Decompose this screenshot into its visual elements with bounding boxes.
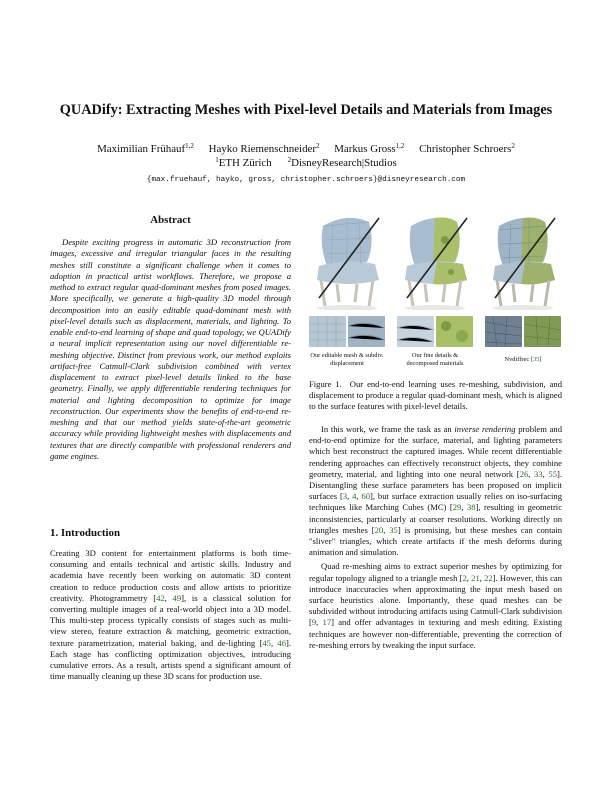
author-name: Hayko Riemenschneider: [208, 143, 316, 155]
citation-link[interactable]: 29: [452, 502, 462, 513]
caption-text: Our end-to-end learning uses re-meshing, subdivision, and displacement to produce a regular quad-dominant mesh, which is aligned to the surface features with pixel-level details.: [309, 379, 563, 412]
detail-crop: [397, 316, 434, 347]
figure-label: Our editable mesh & subdiv. displacement: [310, 352, 384, 367]
figure-1: [309, 210, 561, 372]
citation-link[interactable]: 38: [466, 502, 476, 513]
author-affiliation-mark: 2: [511, 142, 515, 150]
paper-title: QUADify: Extracting Meshes with Pixel-level Details and Materials from Images: [59, 102, 553, 118]
chair-render-nvdiffrec: [485, 210, 561, 310]
chair-render-mesh: [309, 210, 385, 310]
citation-link[interactable]: 49: [172, 592, 182, 603]
citation-link[interactable]: 2: [462, 572, 467, 583]
figure-label: Nvdiffrec [35]: [504, 356, 542, 363]
section-heading-introduction: 1. Introduction: [50, 527, 120, 539]
figure-label: Our fine details & decomposed materials: [406, 352, 464, 367]
citation-link[interactable]: 17: [322, 617, 332, 628]
chair-render-details: [397, 210, 473, 310]
abstract-text: Despite exciting progress in automatic 3D reconstruction from images, excessive and irregular triangular faces in the resulting meshes still constitute a significant challenge when it comes to adoption in practical artist workflows. Therefore, we propose a method to extract regular quad-dominant meshes from posed images. More specifically, we generate a high-quality 3D model through decomposition into an easily editable quad-dominant mesh with pixel-level details such as displacement, materials, and lighting. To enable end-to-end learning of shape and quad topology, we QUADify a neural implicit representation using our novel differentiable re-meshing objective. Distinct from previous work, our method exploits artifact-free Catmull-Clark subdivision combined with vertex displacement to extract pixel-level details linked to the base geometry. Finally, we apply differentiable rendering techniques for material and lighting decomposition to optimize for image reconstruction. Our experiments show the benefits of end-to-end re-meshing and that our method yields state-of-the-art geometric accuracy while providing lightweight meshes with displacements and textures that are directly compatible with professional renderers and game engines.: [50, 237, 291, 461]
detail-crop: [524, 316, 561, 347]
citation-link[interactable]: 4: [352, 491, 357, 502]
citation-link[interactable]: 22: [484, 572, 493, 583]
citation-link[interactable]: 35: [532, 356, 540, 363]
author-name: Christopher Schroers: [419, 143, 512, 155]
detail-crop: [348, 316, 385, 347]
detail-crop: [309, 316, 346, 347]
citation-link[interactable]: 60: [361, 491, 371, 502]
affiliations: [0, 157, 612, 169]
introduction-body: [50, 548, 291, 682]
citation-link[interactable]: 26: [519, 468, 529, 479]
paragraph: Quad re-meshing aims to extract superior meshes by optimizing for regular topology aligned to a triangle mesh [2, 21, 22]. However, this can introduce inaccuracies when approximating the input mesh based on surface heuristics alone. Importantly, these quad meshes can be subdivided without introducing artifacts using Catmull-Clark subdivision [9, 17] and offer advantages in texturing and mesh editing. Existing techniques are however non-differentiable, preventing the correction of re-meshing errors by tweaking the input surface.: [309, 561, 563, 650]
affiliation-name: DisneyResearch|Studios: [291, 157, 397, 169]
author-emails[interactable]: {max.fruehauf, hayko, gross, christopher.schroers}@disneyresearch.com: [146, 176, 466, 184]
citation-link[interactable]: 9: [311, 617, 317, 628]
paragraph: Creating 3D content for entertainment platforms is both time-consuming and entails technical and artistic skills. Industry and academia have recently been working on automatic 3D content creation to reduce production costs and allow artists to prioritize creativity. Photogrammetry [42, 49], is a classical solution for converting multiple images of a real-world object into a 3D model. This multi-step process typically consists of stages such as multi-view stereo, feature extraction & matching, geometric extraction, texture parametrization, material baking, and de-lighting [45, 46]. Each stage has conflicting optimization objectives, introducing cumulative errors. As a result, artists spend a significant amount of time manually cleaning up these 3D scans for production use.: [50, 548, 292, 682]
affiliation-mark: 2: [287, 156, 292, 164]
citation-link[interactable]: 21: [471, 572, 480, 583]
citation-link[interactable]: 55: [548, 468, 557, 479]
abstract-heading: Abstract: [150, 214, 191, 226]
author-name: Maximilian Frühauf: [97, 143, 186, 155]
affiliation-name: ETH Zürich: [218, 157, 272, 169]
figure-caption: [309, 379, 562, 413]
author-list: [0, 143, 612, 155]
author-affiliation-mark: 2: [315, 142, 320, 150]
citation-link[interactable]: 20: [374, 524, 384, 535]
caption-prefix: Figure 1.: [309, 379, 342, 389]
citation-link[interactable]: 42: [156, 592, 165, 603]
citation-link[interactable]: 46: [277, 637, 286, 648]
abstract-body: [50, 237, 291, 462]
detail-crop: [436, 316, 473, 347]
author-name: Markus Gross: [334, 143, 396, 155]
citation-link[interactable]: 35: [389, 524, 398, 535]
author-affiliation-mark: 1,2: [185, 142, 194, 150]
citation-link[interactable]: 45: [262, 637, 271, 648]
detail-crop: [485, 316, 522, 347]
paragraph: In this work, we frame the task as an inverse rendering problem and end-to-end optimize for the surface, material, and lighting parameters which best reconstruct the captured images. While recent differentiable rendering approaches can effectively reconstruct objects, they combine geometry, material, and lighting into one neural network [26, 33, 55]. Disentangling these surface parameters has been proposed on implicit surfaces [3, 4, 60], but surface extraction usually relies on iso-surfacing techniques like Marching Cubes (MC) [29, 38], resulting in geometric inconsistencies, particularly at coarser resolutions. Working directly on triangles meshes [20, 35] is promising, but these meshes can contain "sliver" triangles, which create artifacts if the mesh deforms during animation and simulation.: [309, 424, 563, 558]
citation-link[interactable]: 3: [342, 491, 348, 502]
author-affiliation-mark: 1,2: [395, 142, 405, 150]
affiliation-mark: 1: [215, 156, 219, 164]
citation-link[interactable]: 33: [534, 468, 543, 479]
right-column-body: [309, 424, 562, 651]
